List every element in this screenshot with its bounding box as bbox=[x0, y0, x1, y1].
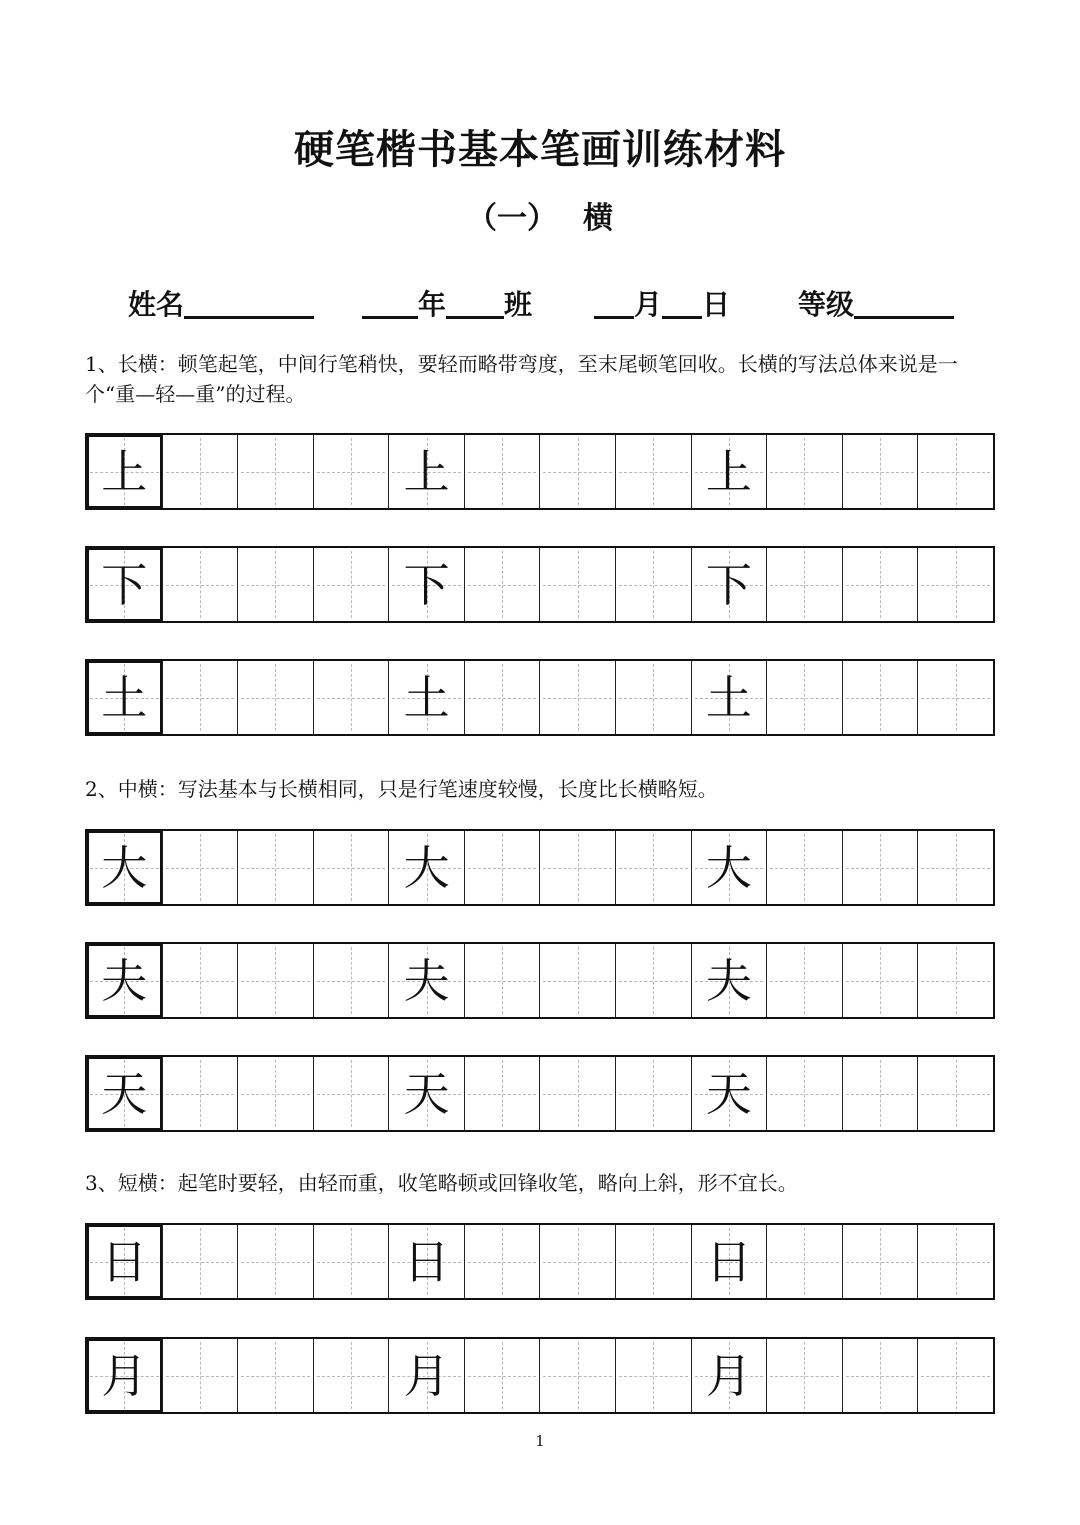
practice-cell[interactable] bbox=[767, 1225, 843, 1298]
model-character: 上 bbox=[403, 444, 450, 499]
student-info-line bbox=[0, 290, 1080, 330]
model-character: 月 bbox=[705, 1348, 752, 1403]
practice-cell[interactable] bbox=[843, 548, 919, 621]
practice-cell[interactable] bbox=[314, 661, 390, 734]
grade-blank[interactable] bbox=[362, 290, 418, 319]
practice-cell[interactable] bbox=[163, 548, 239, 621]
name-blank[interactable] bbox=[184, 290, 314, 319]
practice-cell[interactable] bbox=[465, 1057, 541, 1130]
practice-cell[interactable] bbox=[692, 1225, 768, 1298]
class-label: 班 bbox=[504, 288, 533, 321]
model-character: 土 bbox=[403, 670, 450, 725]
grade-label: 年 bbox=[418, 288, 447, 321]
practice-cell[interactable] bbox=[616, 1225, 692, 1298]
practice-row bbox=[85, 829, 995, 906]
practice-cell[interactable] bbox=[918, 944, 993, 1017]
model-character: 夫 bbox=[403, 953, 450, 1008]
practice-cell[interactable] bbox=[389, 944, 465, 1017]
practice-cell[interactable] bbox=[767, 435, 843, 508]
section-number: （一） bbox=[467, 201, 557, 236]
practice-cell[interactable] bbox=[767, 661, 843, 734]
practice-cell[interactable] bbox=[540, 1057, 616, 1130]
practice-cell[interactable] bbox=[540, 831, 616, 904]
model-character: 夫 bbox=[101, 953, 148, 1008]
practice-cell[interactable] bbox=[389, 1225, 465, 1298]
practice-cell[interactable] bbox=[163, 435, 239, 508]
practice-cell[interactable] bbox=[918, 661, 993, 734]
practice-cell[interactable] bbox=[918, 1339, 993, 1412]
day-label: 日 bbox=[702, 288, 731, 321]
practice-cell[interactable] bbox=[238, 435, 314, 508]
model-character: 土 bbox=[705, 670, 752, 725]
practice-cell[interactable] bbox=[238, 661, 314, 734]
model-character: 夫 bbox=[705, 953, 752, 1008]
model-character: 上 bbox=[705, 444, 752, 499]
model-character: 土 bbox=[101, 670, 148, 725]
practice-row bbox=[85, 942, 995, 1019]
model-character: 上 bbox=[101, 444, 148, 499]
model-character: 日 bbox=[403, 1234, 450, 1289]
practice-cell[interactable] bbox=[616, 831, 692, 904]
practice-cell[interactable] bbox=[540, 661, 616, 734]
practice-cell[interactable] bbox=[616, 548, 692, 621]
practice-cell[interactable] bbox=[314, 435, 390, 508]
model-character: 下 bbox=[101, 557, 148, 612]
practice-row bbox=[85, 1223, 995, 1300]
practice-cell[interactable] bbox=[767, 1057, 843, 1130]
practice-cell[interactable] bbox=[616, 661, 692, 734]
practice-cell[interactable] bbox=[238, 831, 314, 904]
practice-cell[interactable] bbox=[843, 661, 919, 734]
practice-cell[interactable] bbox=[465, 1339, 541, 1412]
model-cell bbox=[87, 831, 163, 904]
practice-cell[interactable] bbox=[843, 831, 919, 904]
practice-cell[interactable] bbox=[465, 548, 541, 621]
model-cell bbox=[87, 944, 163, 1017]
practice-cell[interactable] bbox=[843, 1057, 919, 1130]
practice-cell[interactable] bbox=[692, 1057, 768, 1130]
section-heading bbox=[0, 201, 1080, 236]
model-character: 日 bbox=[705, 1234, 752, 1289]
practice-cell[interactable] bbox=[389, 1339, 465, 1412]
practice-cell[interactable] bbox=[314, 1057, 390, 1130]
practice-cell[interactable] bbox=[389, 548, 465, 621]
practice-cell[interactable] bbox=[843, 1339, 919, 1412]
practice-cell[interactable] bbox=[918, 548, 993, 621]
model-character: 日 bbox=[101, 1234, 148, 1289]
practice-cell[interactable] bbox=[163, 661, 239, 734]
practice-cell[interactable] bbox=[616, 435, 692, 508]
practice-cell[interactable] bbox=[692, 435, 768, 508]
model-character: 下 bbox=[705, 557, 752, 612]
practice-cell[interactable] bbox=[843, 944, 919, 1017]
practice-cell[interactable] bbox=[767, 1339, 843, 1412]
model-character: 大 bbox=[101, 840, 148, 895]
model-character: 天 bbox=[101, 1066, 148, 1121]
model-character: 大 bbox=[705, 840, 752, 895]
model-character: 下 bbox=[403, 557, 450, 612]
model-cell bbox=[87, 1339, 163, 1412]
practice-cell[interactable] bbox=[692, 831, 768, 904]
practice-cell[interactable] bbox=[540, 944, 616, 1017]
practice-cell[interactable] bbox=[540, 1339, 616, 1412]
page-number: 1 bbox=[535, 1432, 545, 1450]
practice-cell[interactable] bbox=[465, 1225, 541, 1298]
practice-cell[interactable] bbox=[918, 1225, 993, 1298]
practice-cell[interactable] bbox=[692, 1339, 768, 1412]
model-cell bbox=[87, 435, 163, 508]
practice-cell[interactable] bbox=[238, 1057, 314, 1130]
name-label: 姓名 bbox=[128, 288, 185, 321]
practice-cell[interactable] bbox=[692, 944, 768, 1017]
model-character: 天 bbox=[705, 1066, 752, 1121]
class-blank[interactable] bbox=[446, 290, 504, 319]
practice-cell[interactable] bbox=[918, 1057, 993, 1130]
model-character: 月 bbox=[403, 1348, 450, 1403]
practice-cell[interactable] bbox=[163, 944, 239, 1017]
practice-cell[interactable] bbox=[163, 831, 239, 904]
practice-cell[interactable] bbox=[238, 1339, 314, 1412]
model-cell bbox=[87, 1057, 163, 1130]
practice-cell[interactable] bbox=[314, 1225, 390, 1298]
practice-cell[interactable] bbox=[163, 1225, 239, 1298]
practice-cell[interactable] bbox=[767, 944, 843, 1017]
page-title: 硬笔楷书基本笔画训练材料 bbox=[294, 126, 786, 173]
practice-cell[interactable] bbox=[918, 435, 993, 508]
model-cell bbox=[87, 661, 163, 734]
practice-row bbox=[85, 546, 995, 623]
practice-cell[interactable] bbox=[767, 831, 843, 904]
practice-cell[interactable] bbox=[465, 435, 541, 508]
practice-cell[interactable] bbox=[692, 548, 768, 621]
practice-cell[interactable] bbox=[389, 661, 465, 734]
model-character: 大 bbox=[403, 840, 450, 895]
practice-cell[interactable] bbox=[314, 831, 390, 904]
practice-cell[interactable] bbox=[238, 944, 314, 1017]
stroke-description-2: 2、中横：写法基本与长横相同，只是行笔速度较慢，长度比长横略短。 bbox=[85, 777, 718, 801]
practice-cell[interactable] bbox=[767, 548, 843, 621]
model-character: 月 bbox=[101, 1348, 148, 1403]
practice-cell[interactable] bbox=[465, 944, 541, 1017]
month-blank[interactable] bbox=[594, 290, 634, 319]
practice-cell[interactable] bbox=[616, 944, 692, 1017]
practice-cell[interactable] bbox=[389, 831, 465, 904]
practice-row bbox=[85, 433, 995, 510]
practice-cell[interactable] bbox=[616, 1057, 692, 1130]
month-label: 月 bbox=[634, 288, 663, 321]
practice-cell[interactable] bbox=[389, 435, 465, 508]
practice-cell[interactable] bbox=[314, 1339, 390, 1412]
stroke-description-1: 1、长横：顿笔起笔，中间行笔稍快，要轻而略带弯度，至末尾顿笔回收。长横的写法总体来说是一个“重—轻—重”的过程。 bbox=[85, 352, 958, 406]
practice-cell[interactable] bbox=[843, 435, 919, 508]
model-character: 天 bbox=[403, 1066, 450, 1121]
model-cell bbox=[87, 548, 163, 621]
day-blank[interactable] bbox=[662, 290, 702, 319]
practice-cell[interactable] bbox=[843, 1225, 919, 1298]
practice-row bbox=[85, 659, 995, 736]
practice-cell[interactable] bbox=[465, 661, 541, 734]
practice-cell[interactable] bbox=[238, 548, 314, 621]
practice-cell[interactable] bbox=[314, 548, 390, 621]
practice-cell[interactable] bbox=[616, 1339, 692, 1412]
practice-cell[interactable] bbox=[389, 1057, 465, 1130]
practice-cell[interactable] bbox=[918, 831, 993, 904]
practice-cell[interactable] bbox=[163, 1339, 239, 1412]
practice-cell[interactable] bbox=[314, 944, 390, 1017]
level-blank[interactable] bbox=[854, 290, 954, 319]
level-label: 等级 bbox=[798, 288, 855, 321]
practice-cell[interactable] bbox=[163, 1057, 239, 1130]
model-cell bbox=[87, 1225, 163, 1298]
practice-cell[interactable] bbox=[540, 435, 616, 508]
practice-row bbox=[85, 1337, 995, 1414]
practice-cell[interactable] bbox=[465, 831, 541, 904]
practice-row bbox=[85, 1055, 995, 1132]
stroke-description-3: 3、短横：起笔时要轻，由轻而重，收笔略顿或回锋收笔，略向上斜，形不宜长。 bbox=[85, 1171, 798, 1195]
section-name: 横 bbox=[583, 201, 613, 236]
practice-cell[interactable] bbox=[540, 1225, 616, 1298]
practice-cell[interactable] bbox=[238, 1225, 314, 1298]
practice-cell[interactable] bbox=[692, 661, 768, 734]
practice-cell[interactable] bbox=[540, 548, 616, 621]
